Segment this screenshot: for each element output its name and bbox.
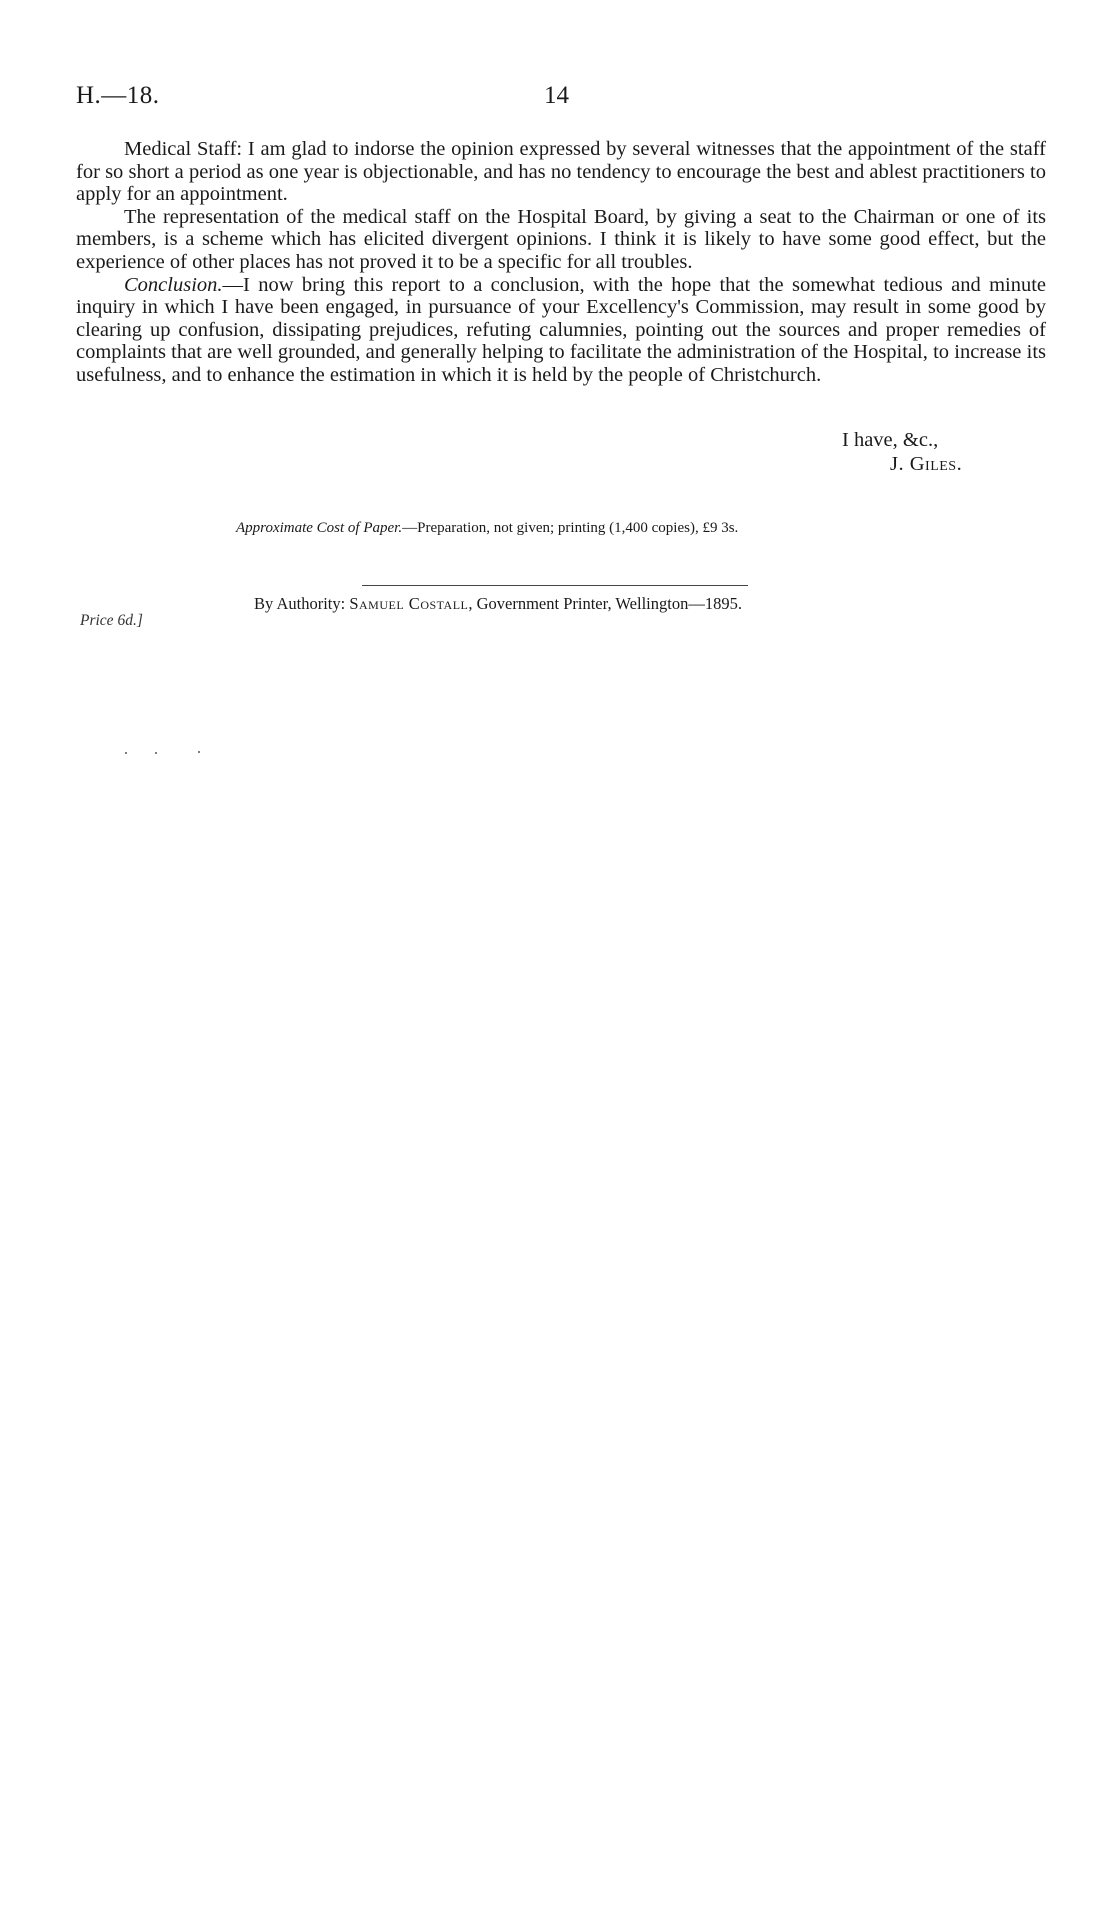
page-number: 14 (544, 82, 569, 109)
cost-of-paper-note (236, 520, 876, 537)
printer-imprint (254, 594, 874, 614)
paragraph-medical-staff (76, 138, 1046, 206)
scan-speck (155, 752, 157, 754)
cost-note-label: Approximate Cost of Paper. (236, 520, 403, 536)
paragraph-lead: Conclusion. (124, 273, 223, 296)
signature: J. Giles. (890, 453, 963, 475)
closing-line: I have, &c., (842, 429, 939, 451)
paragraph-staff-representation (76, 206, 1046, 274)
report-body (76, 138, 1046, 387)
signoff (820, 428, 1010, 476)
printer-name: Samuel Costall (349, 594, 469, 613)
scan-speck (125, 752, 127, 754)
scan-speck (198, 751, 200, 753)
paragraph-text: —I now bring this report to a conclusion, with the hope that the somewhat tedious and minute inquiry in which I have been engaged, in pursuance of your Excellency's Commission, may result in some good by clearing up confusion, dissipating prejudices, refuting calumnies, pointing out the sources and proper remedies of complaints that are well grounded, and generally helping to facilitate the administration of the Hospital, to increase its usefulness, and to enhance the estimation in which it is held by the people of Christchurch. (76, 273, 1046, 386)
paragraph-conclusion (76, 274, 1046, 387)
divider-rule (362, 585, 748, 586)
imprint-prefix: By Authority: (254, 594, 350, 613)
document-reference: H.—18. (76, 82, 160, 109)
price-note: Price 6d.] (80, 612, 143, 629)
cost-note-text: —Preparation, not given; printing (1,400 copies), £9 3s. (402, 520, 739, 536)
paragraph-text: The representation of the medical staff on the Hospital Board, by giving a seat to the Chairman or one of its members, is a scheme which has elicited divergent opinions. I think it is likely to have some good effect, but the experience of other places has not proved it to be a specific for all troubles. (76, 205, 1046, 273)
paragraph-text: Medical Staff: I am glad to indorse the opinion expressed by several witnesses that the appointment of the staff for so short a period as one year is objectionable, and has no tendency to encourage the best and ablest practitioners to apply for an appointment. (76, 138, 1046, 206)
imprint-suffix: , Government Printer, Wellington—1895. (468, 594, 742, 613)
